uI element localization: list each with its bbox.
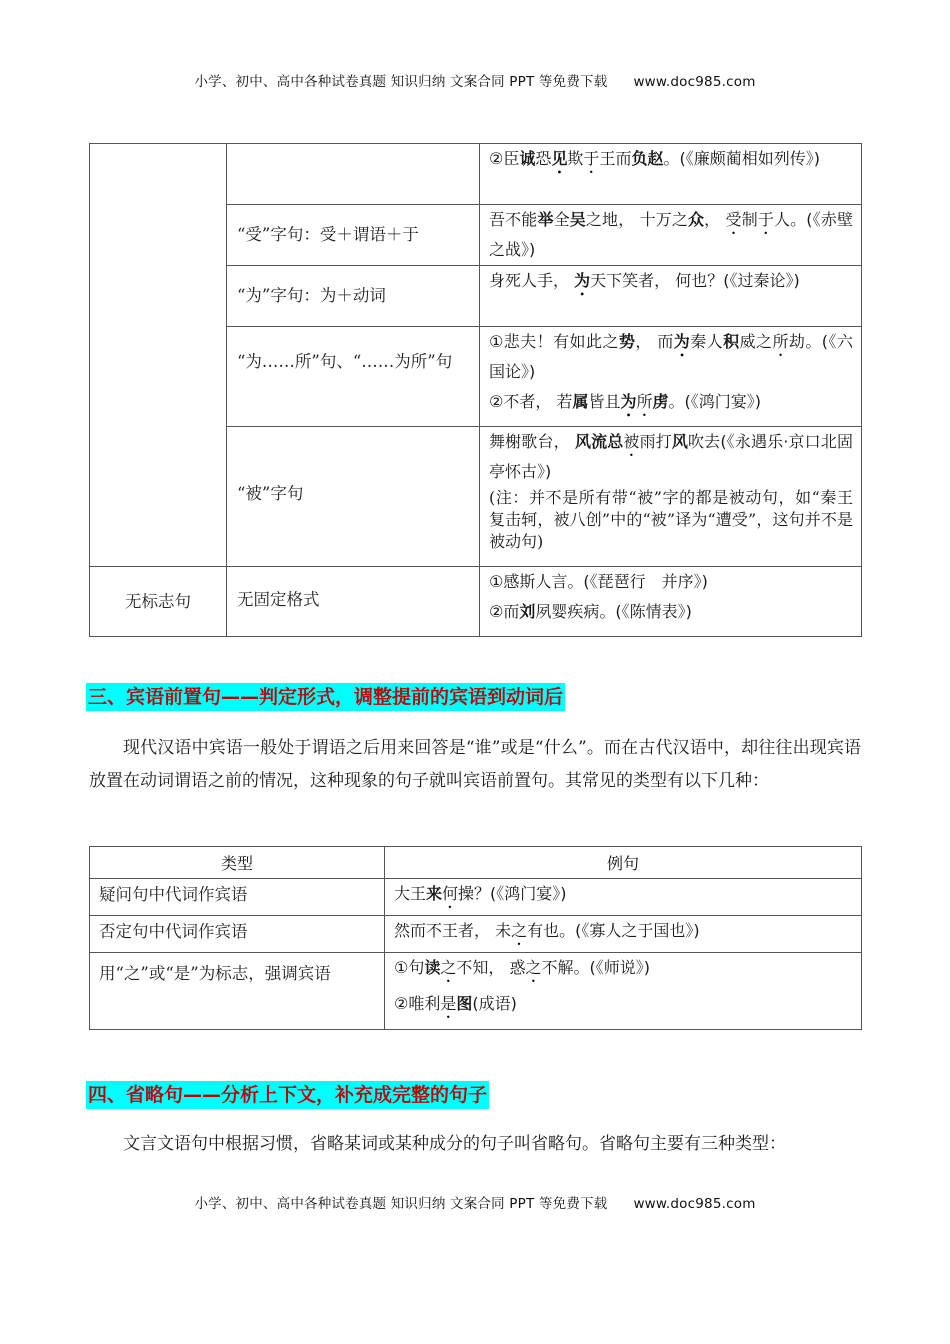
section-heading-object-fronting: 三、宾语前置句——判定形式，调整提前的宾语到动词后 (86, 683, 565, 711)
example-cell (385, 916, 862, 953)
footer-text: 小学、初中、高中各种试卷真题 知识归纳 文案合同 PPT 等免费下载 (194, 1196, 608, 1212)
table-header-row (90, 847, 862, 879)
example-cell (480, 144, 862, 205)
example-cell (385, 879, 862, 916)
example-sentence: 大王来何操？(《鸿门宴》) (394, 884, 567, 903)
pattern-cell (227, 144, 480, 205)
table-row (90, 953, 862, 1030)
type-cell: 疑问句中代词作宾语 (90, 879, 385, 916)
pattern-cell: “被”字句 (227, 427, 480, 567)
pattern-cell: “为……所”句、“……为所”句 (227, 327, 480, 427)
example-sentence: 然而不王者， 未之有也。(《寡人之于国也》) (394, 921, 700, 940)
section-heading-ellipsis: 四、省略句——分析上下文，补充成完整的句子 (86, 1081, 489, 1109)
example-sentence: ①句读之不知， 惑之不解。(《师说》) (394, 958, 650, 977)
example-cell (480, 266, 862, 327)
passive-sentence-table (89, 143, 862, 637)
table-row (90, 567, 862, 637)
example-sentence: ②不者， 若属皆且为所虏。(《鸿门宴》) (489, 392, 762, 411)
object-fronting-table (89, 846, 862, 1030)
table-row (90, 916, 862, 953)
header-text: 小学、初中、高中各种试卷真题 知识归纳 文案合同 PPT 等免费下载 (194, 74, 608, 90)
pattern-cell: “受”字句：受＋谓语＋于 (227, 205, 480, 266)
header-url[interactable]: www.doc985.com (633, 74, 756, 90)
column-header-example: 例句 (385, 847, 862, 879)
table-row (90, 879, 862, 916)
example-sentence: 吾不能举全吴之地， 十万之众， 受制于人。(《赤壁之战》) (489, 210, 853, 259)
pattern-cell: “为”字句：为＋动词 (227, 266, 480, 327)
example-sentence: 身死人手， 为天下笑者， 何也？(《过秦论》) (489, 271, 800, 290)
example-sentence: ①感斯人言。(《琵琶行 并序》) (489, 572, 708, 591)
page-header (0, 70, 950, 90)
pattern-cell: 无固定格式 (227, 567, 480, 637)
category-cell-marked (90, 144, 227, 567)
note-text: (注：并不是所有带“被”字的都是被动句，如“秦王复击轲，被八创”中的“被”译为“遭受”，这句并不是被动句) (489, 488, 853, 551)
type-cell: 用“之”或“是”为标志，强调宾语 (90, 953, 385, 1030)
example-cell (385, 953, 862, 1030)
example-cell (480, 205, 862, 266)
table-row (90, 144, 862, 205)
section-paragraph: 现代汉语中宾语一般处于谓语之后用来回答是“谁”或是“什么”。而在古代汉语中，却往往出现宾语放置在动词谓语之前的情况，这种现象的句子就叫宾语前置句。其常见的类型有以下几种： (89, 738, 861, 791)
page-footer (0, 1192, 950, 1212)
example-sentence: ②臣诚恐见欺于王而负赵。(《廉颇蔺相如列传》) (489, 149, 820, 168)
example-sentence: ②唯利是图(成语) (394, 994, 517, 1013)
footer-url[interactable]: www.doc985.com (633, 1196, 756, 1212)
section-paragraph: 文言文语句中根据习惯，省略某词或某种成分的句子叫省略句。省略句主要有三种类型： (123, 1134, 786, 1154)
example-sentence: 舞榭歌台， 风流总被雨打风吹去(《永遇乐·京口北固亭怀古》) (489, 432, 853, 481)
example-cell (480, 427, 862, 567)
example-cell (480, 327, 862, 427)
example-cell (480, 567, 862, 637)
example-sentence: ①悲夫！有如此之势， 而为秦人积威之所劫。(《六国论》) (489, 332, 853, 381)
example-sentence: ②而刘夙婴疾病。(《陈情表》) (489, 602, 692, 621)
category-cell: 无标志句 (90, 567, 227, 637)
column-header-type: 类型 (90, 847, 385, 879)
type-cell: 否定句中代词作宾语 (90, 916, 385, 953)
